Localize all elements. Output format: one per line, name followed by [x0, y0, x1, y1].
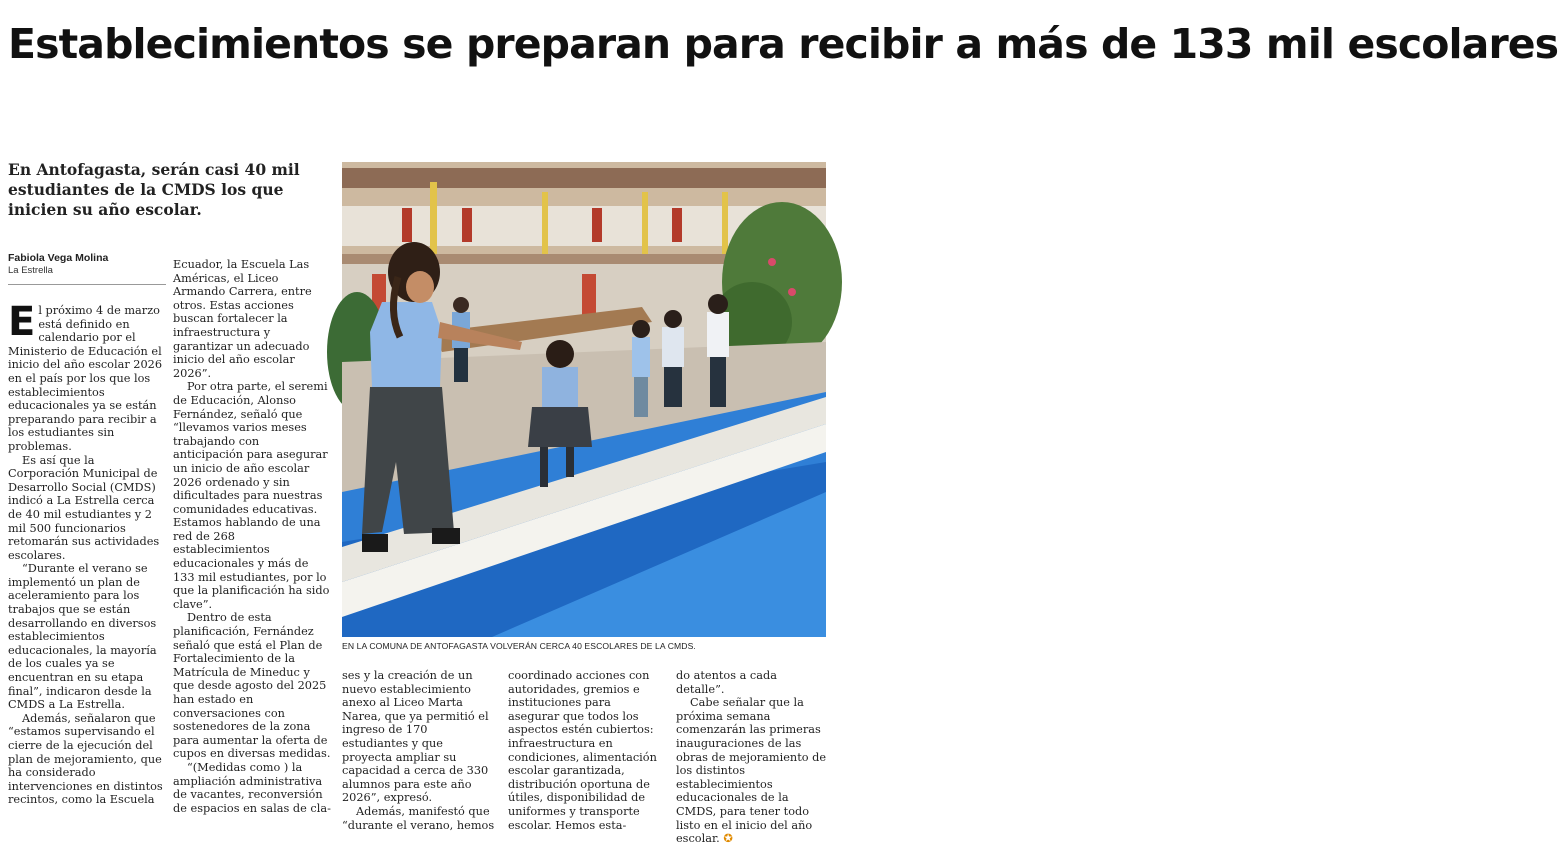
body-column-3 [342, 669, 496, 832]
photo-caption: EN LA COMUNA DE ANTOFAGASTA VOLVERÁN CERCA 40 ESCOLARES DE LA CMDS. [342, 641, 696, 651]
paragraph-8: “(Medidas como ) la ampliación administrativa de vacantes, reconversión de espacios en salas de cla- [173, 760, 331, 815]
paragraph-5: Ecuador, la Escuela Las Américas, el Liceo Armando Carrera, entre otros. Estas acciones buscan fortalecer la infraestructura y garantizar un adecuado inicio del año escolar 2026”. [173, 258, 312, 380]
paragraph-4: Además, señalaron que “estamos supervisando el cierre de la ejecución del plan de mejoramiento, que ha considerado intervenciones en distintos recintos, como la Escuela [8, 711, 163, 807]
paragraph-13 [676, 696, 828, 846]
byline-author: Fabiola Vega Molina [8, 252, 109, 264]
body-column-1 [8, 299, 166, 807]
paragraph-11: coordinado acciones con autoridades, gremios e instituciones para asegurar que todos los aspectos estén cubiertos: infraestructura en condiciones, alimentación escolar garantizada, distribución oportuna de útiles, disponibilidad de uniformes y transporte escolar. Hemos esta- [508, 669, 657, 832]
byline-outlet: La Estrella [8, 265, 53, 276]
paragraph-6: Por otra parte, el seremi de Educación, Alonso Fernández, señaló que “llevamos varios meses trabajando con anticipación para asegurar un inicio de año escolar 2026 ordenado y sin dificultades para nuestras comunidades educativas. Estamos hablando de una red de 268 establecimientos educacionales y más de 133 mil estudiantes, por lo que la planificación ha sido clave”. [173, 380, 330, 611]
body-column-2 [173, 258, 331, 815]
paragraph-7: Dentro de esta planificación, Fernández señaló que está el Plan de Fortalecimiento de la Matrícula de Mineduc y que desde agosto del 2025 han estado en conversaciones con sostenedores de la zona para aumentar la oferta de cupos en diversas medidas. [173, 611, 331, 761]
paragraph-12: do atentos a cada detalle”. [676, 669, 777, 696]
paragraph-13-text: Cabe señalar que la próxima semana comenzarán las primeras inauguraciones de las obras de mejoramiento de los distintos establecimientos educacionales de la CMDS, para tener todo listo en el inicio del año escolar. [676, 696, 827, 846]
deck: En Antofagasta, serán casi 40 mil estudiantes de la CMDS los que inicien su año escolar. [8, 160, 300, 219]
end-mark-icon: ✪ [723, 832, 733, 846]
dropcap: E [8, 299, 36, 345]
photo-illustration [342, 162, 826, 637]
body-column-5 [676, 669, 828, 846]
paragraph-3: “Durante el verano se implementó un plan de aceleramiento para los trabajos que se están desarrollando en diversos establecimientos educacionales, la mayoría de los cuales ya se encuentran en su etapa final”, indicaron desde la CMDS a La Estrella. [8, 562, 157, 712]
paragraph-10: Además, manifestó que “durante el verano, hemos [342, 804, 495, 832]
headline: Establecimientos se preparan para recibir a más de 133 mil escolares [8, 20, 1558, 68]
paragraph-1-text: l próximo 4 de marzo está definido en calendario por el Ministerio de Educación el inicio del año escolar 2026 en el país por los que los establecimientos educacionales ya se están preparando para recibir a los estudiantes sin problemas. [8, 304, 163, 453]
byline-rule [8, 284, 166, 285]
paragraph-1 [8, 299, 166, 454]
paragraph-2: Es así que la Corporación Municipal de Desarrollo Social (CMDS) indicó a La Estrella cerca de 40 mil estudiantes y 2 mil 500 funcionarios retomarán sus actividades escolares. [8, 453, 160, 562]
paragraph-9: ses y la creación de un nuevo establecimiento anexo al Liceo Marta Narea, que ya permitió el ingreso de 170 estudiantes y que proyecta ampliar su capacidad a cerca de 330 alumnos para este año 2026”, expresó. [342, 669, 489, 805]
body-column-4 [508, 669, 662, 832]
article-photo [342, 162, 826, 637]
